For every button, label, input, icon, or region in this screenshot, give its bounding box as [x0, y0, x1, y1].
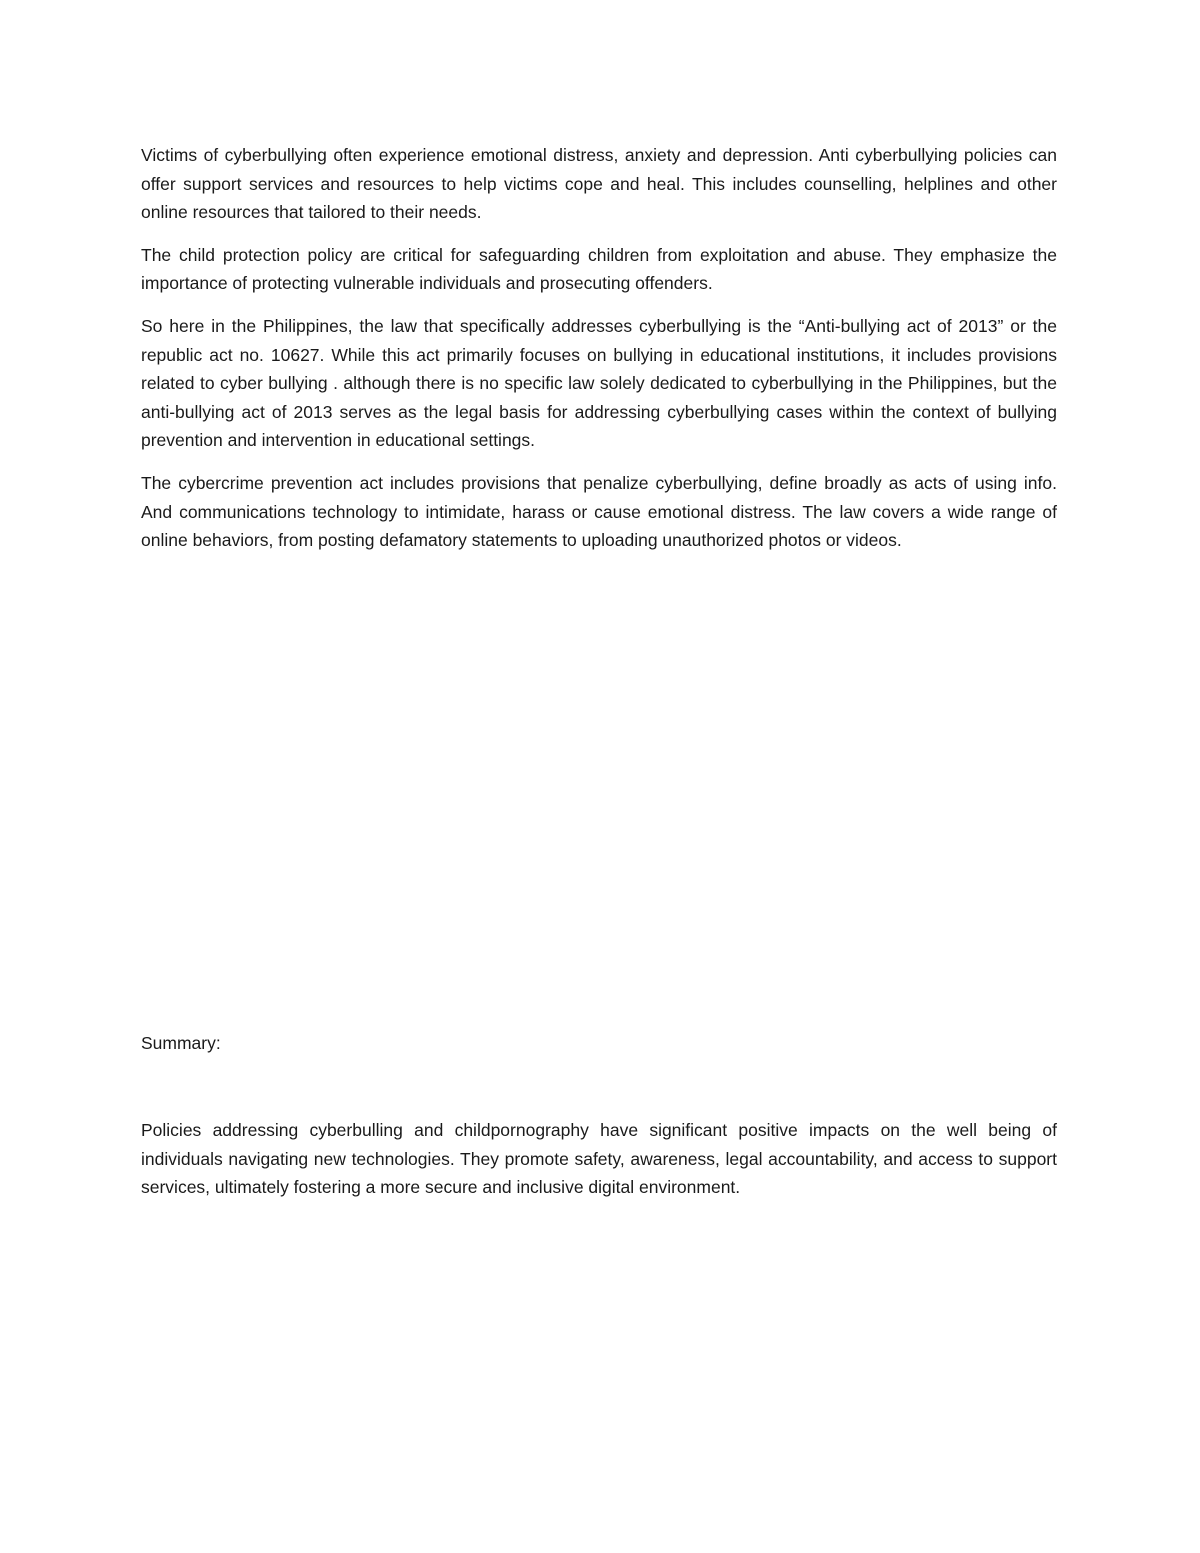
- paragraph-victims-support: Victims of cyberbullying often experience emotional distress, anxiety and depression. Anti cyberbullying policies can offer support services and resources to help victims cope and heal. This includes counselling, helplines and other online resources that tailored to their needs.: [141, 145, 1057, 223]
- summary-heading: Summary:: [141, 1033, 221, 1053]
- paragraph-anti-bullying-act: So here in the Philippines, the law that specifically addresses cyberbullying is the “Anti-bullying act of 2013” or the republic act no. 10627. While this act primarily focuses on bullying in educational institutions, it includes provisions related to cyber bullying . although there is no specific law solely dedicated to cyberbullying in the Philippines, but the anti-bullying act of 2013 serves as the legal basis for addressing cyberbullying cases within the context of bullying prevention and intervention in educational settings.: [141, 315, 1057, 451]
- summary-paragraph: Policies addressing cyberbulling and childpornography have significant positive impacts on the well being of individuals navigating new technologies. They promote safety, awareness, legal accountability, and access to support services, ultimately fostering a more secure and inclusive digital environment.: [141, 1120, 1057, 1198]
- paragraph-child-protection: The child protection policy are critical for safeguarding children from exploitation and abuse. They emphasize the importance of protecting vulnerable individuals and prosecuting offenders.: [141, 244, 1057, 294]
- paragraph-cybercrime-act: The cybercrime prevention act includes provisions that penalize cyberbullying, define broadly as acts of using info. And communications technology to intimidate, harass or cause emotional distress. The law covers a wide range of online behaviors, from posting defamatory statements to uploading unauthorized photos or videos.: [141, 472, 1057, 551]
- summary-section: [141, 1116, 1057, 1216]
- body-section: [141, 141, 1057, 569]
